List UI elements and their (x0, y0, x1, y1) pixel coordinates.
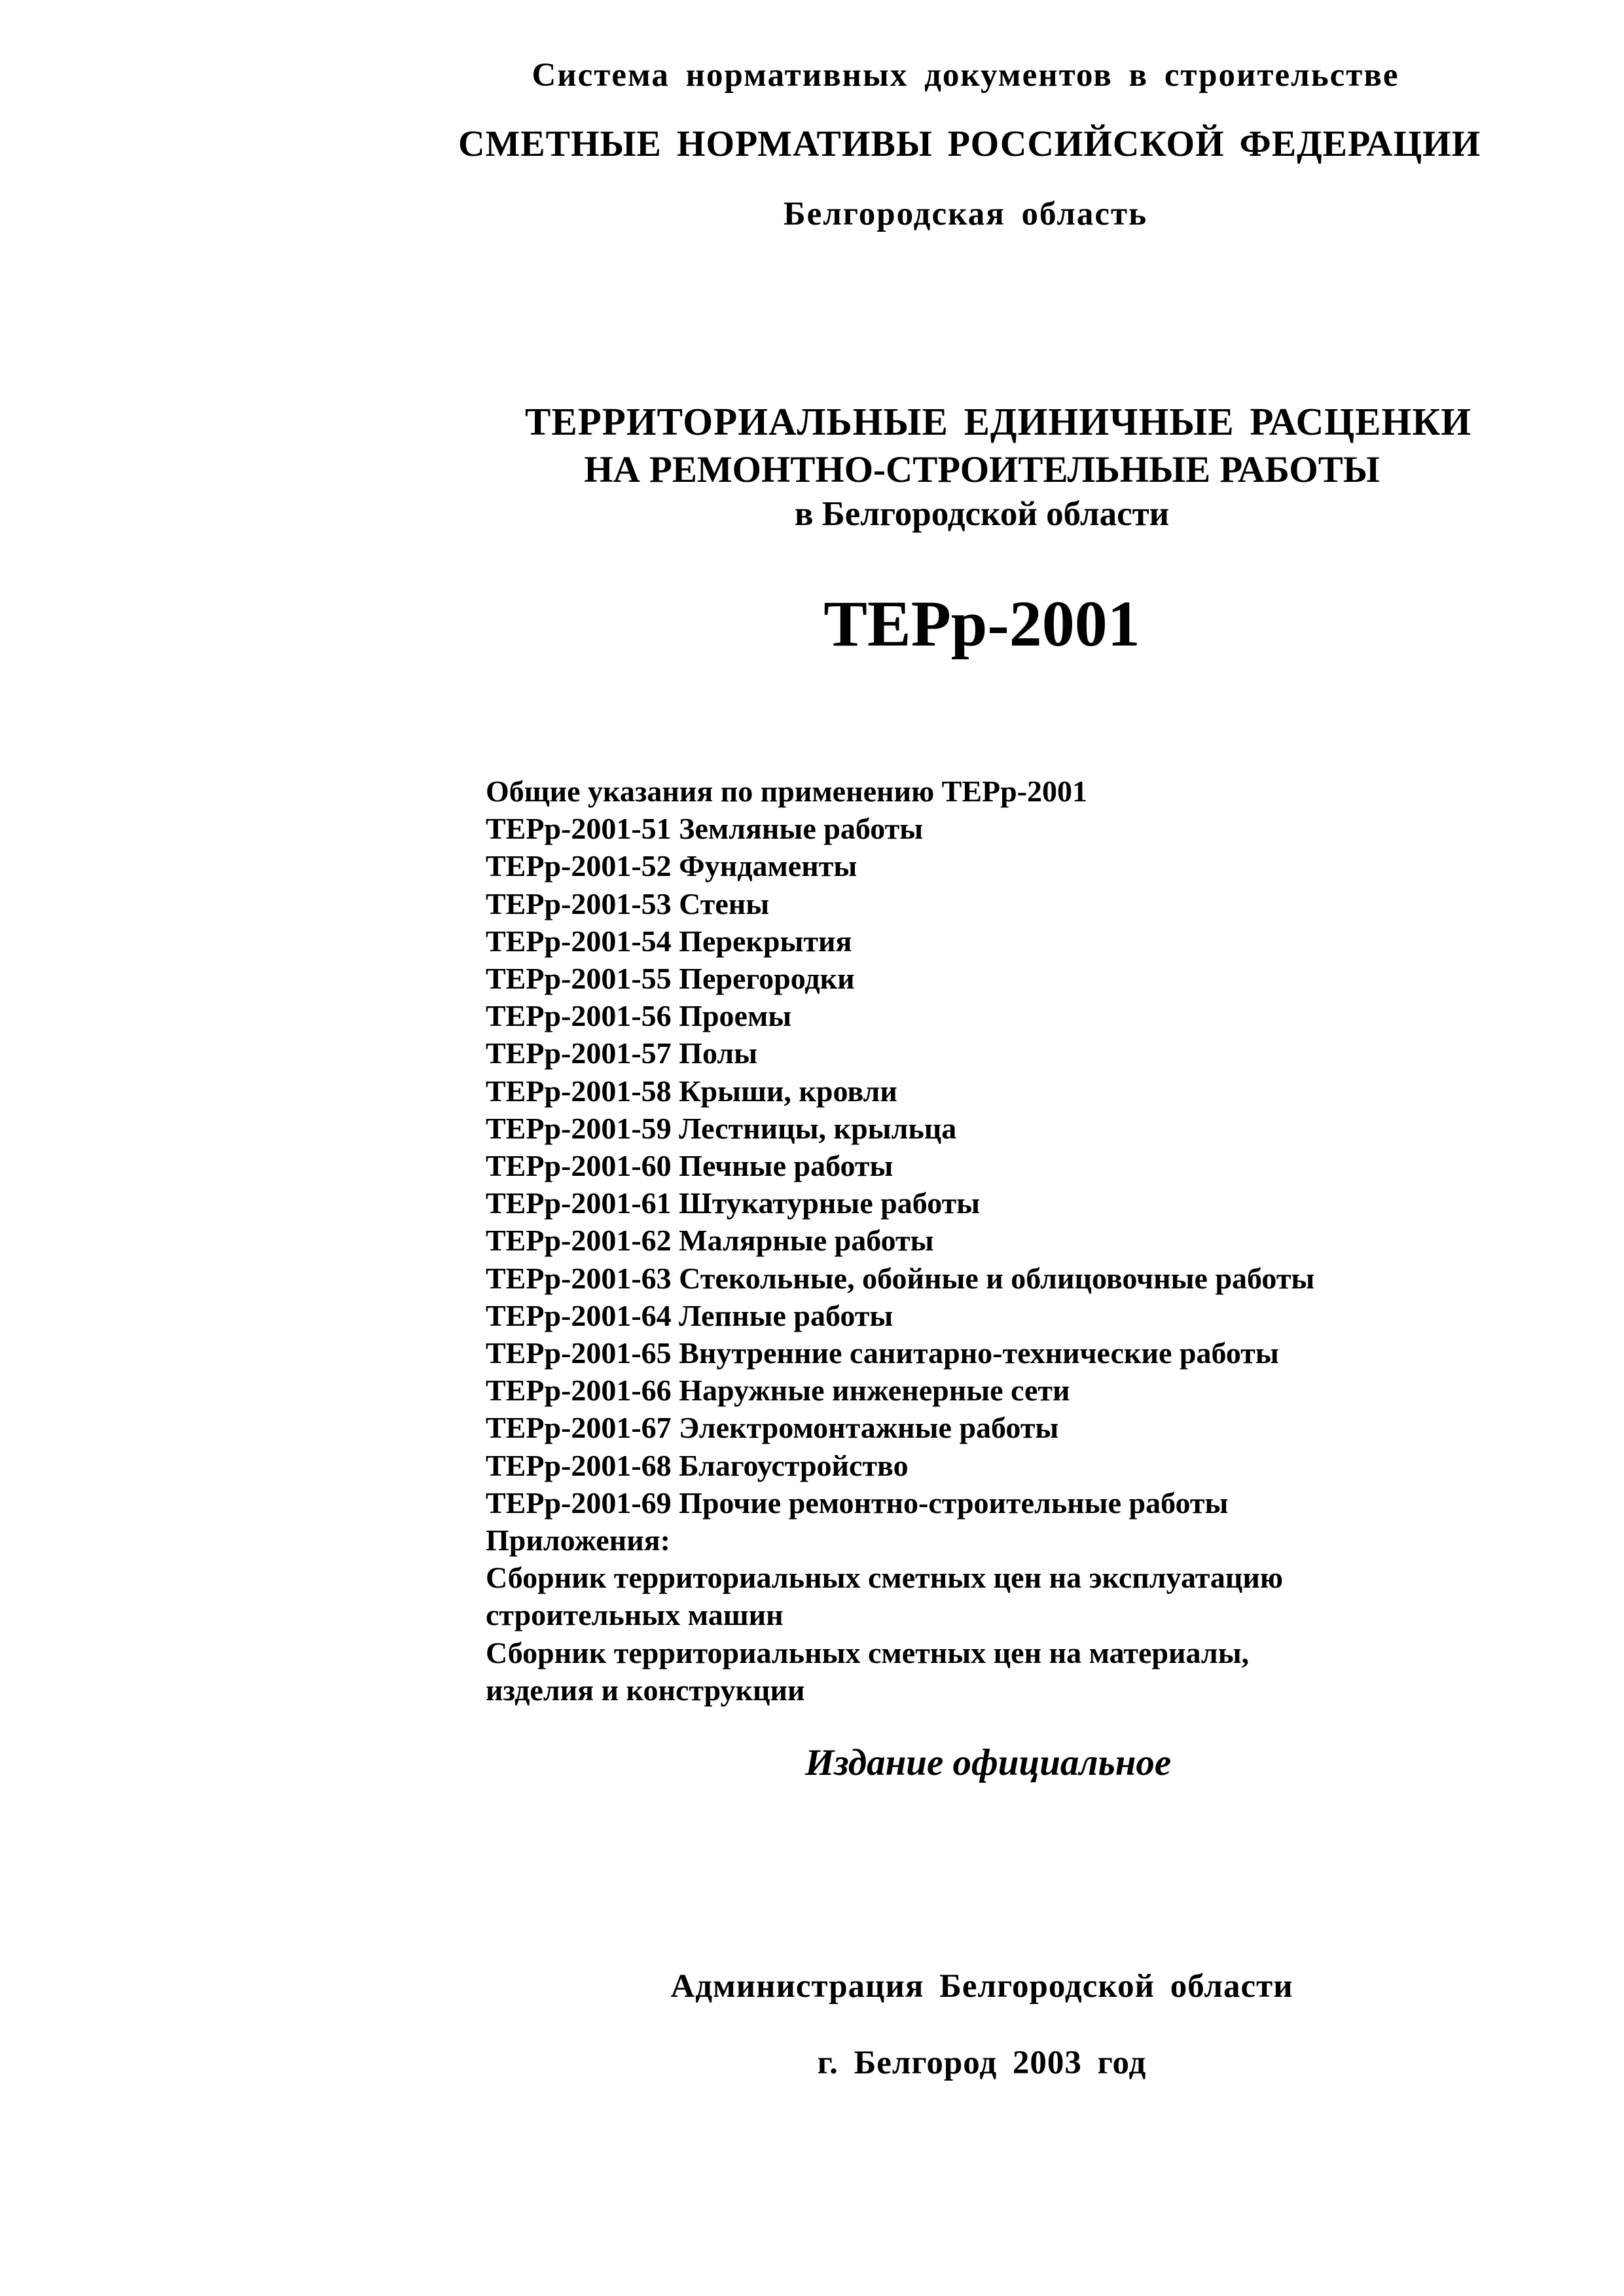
appendix-item: изделия и конструкции (486, 1673, 805, 1707)
contents-item: ТЕРр-2001-51 Земляные работы (486, 812, 924, 846)
contents-item: ТЕРр-2001-66 Наружные инженерные сети (486, 1374, 1070, 1408)
document-title-line-1: ТЕРРИТОРИАЛЬНЫЕ ЕДИНИЧНЫЕ РАСЦЕНКИ (524, 400, 1471, 443)
contents-item: ТЕРр-2001-59 Лестницы, крыльца (486, 1111, 957, 1145)
contents-item: ТЕРр-2001-55 Перегородки (486, 962, 855, 996)
contents-item: ТЕРр-2001-67 Электромонтажные работы (486, 1411, 1059, 1445)
publisher: Администрация Белгородской области (670, 1968, 1293, 2005)
contents-item: ТЕРр-2001-63 Стекольные, обойные и облицовочные работы (486, 1261, 1315, 1295)
city-year: г. Белгород 2003 год (817, 2045, 1147, 2081)
contents-item: ТЕРр-2001-56 Проемы (486, 999, 792, 1033)
appendix-item: строительных машин (486, 1598, 784, 1632)
contents-item: ТЕРр-2001-65 Внутренние санитарно-технические работы (486, 1336, 1279, 1370)
header-system-title: Система нормативных документов в строительстве (532, 57, 1399, 94)
contents-item: ТЕРр-2001-52 Фундаменты (486, 849, 857, 883)
contents-item: ТЕРр-2001-64 Лепные работы (486, 1298, 893, 1332)
contents-item: Общие указания по применению ТЕРр-2001 (486, 774, 1088, 808)
header-region: Белгородская область (783, 196, 1148, 232)
edition-label: Издание официальное (805, 1742, 1172, 1783)
contents-item: ТЕРр-2001-60 Печные работы (486, 1149, 893, 1183)
contents-item: ТЕРр-2001-61 Штукатурные работы (486, 1186, 981, 1220)
contents-item: ТЕРр-2001-54 Перекрытия (486, 924, 852, 958)
appendix-item: Сборник территориальных сметных цен на материалы, (486, 1635, 1250, 1669)
document-title-line-3: в Белгородской области (794, 495, 1170, 533)
header-norms-title: СМЕТНЫЕ НОРМАТИВЫ РОССИЙСКОЙ ФЕДЕРАЦИИ (458, 124, 1481, 164)
contents-item: ТЕРр-2001-53 Стены (486, 886, 770, 920)
document-code: ТЕРр-2001 (823, 587, 1140, 660)
document-title-line-2: НА РЕМОНТНО-СТРОИТЕЛЬНЫЕ РАБОТЫ (584, 449, 1380, 490)
contents-item: ТЕРр-2001-62 Малярные работы (486, 1224, 934, 1258)
contents-item: ТЕРр-2001-68 Благоустройство (486, 1448, 909, 1482)
contents-item: ТЕРр-2001-57 Полы (486, 1036, 758, 1070)
contents-list (486, 773, 1566, 1709)
appendix-item: Сборник территориальных сметных цен на эксплуатацию (486, 1561, 1284, 1595)
contents-item: ТЕРр-2001-58 Крыши, кровли (486, 1074, 897, 1108)
contents-item: ТЕРр-2001-69 Прочие ремонтно-строительные работы (486, 1485, 1229, 1520)
appendix-heading: Приложения: (486, 1523, 670, 1558)
